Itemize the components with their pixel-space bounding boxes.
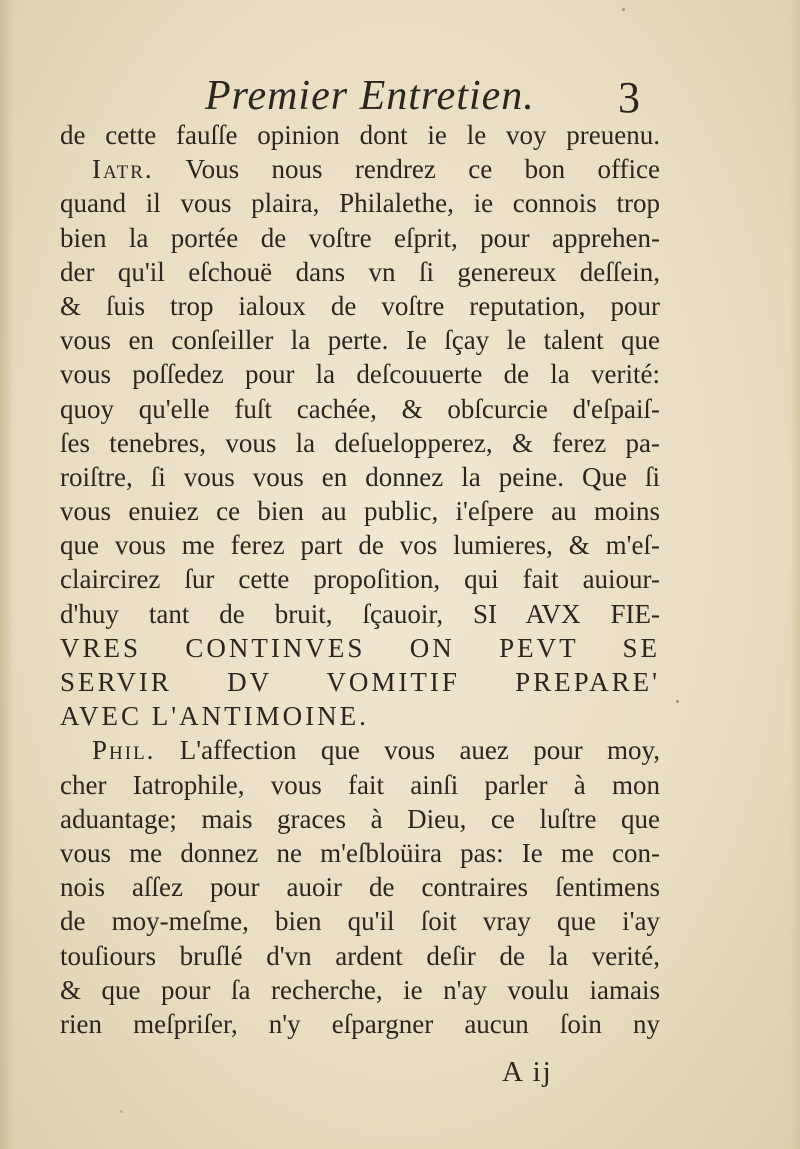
paper-speck <box>676 700 679 703</box>
text-line: & ſuis trop ialoux de voſtre reputation, pour <box>60 290 660 321</box>
text-line: d'huy tant de bruit, ſçauoir, SI AVX FIE- <box>60 598 660 629</box>
text-line: AVEC L'ANTIMOINE. <box>60 701 369 732</box>
text-line: Phil. L'affection que vous auez pour moy, <box>92 735 660 766</box>
text-line: ſes tenebres, vous la deſuelopperez, & ferez pa- <box>60 427 660 458</box>
text-line: der qu'il eſchouë dans vn ſi genereux deſſein, <box>60 256 660 287</box>
text-line: VRES CONTINVES ON PEVT SE <box>60 632 660 663</box>
text-line: quoy qu'elle fuſt cachée, & obſcurcie d'eſpaiſ- <box>60 393 660 424</box>
text-line: vous poſſedez pour la deſcouuerte de la verité: <box>60 359 660 390</box>
text-line: roiſtre, ſi vous vous en donnez la peine. Que ſi <box>60 461 660 492</box>
signature-mark: A ij <box>502 1056 553 1088</box>
text-line: vous enuiez ce bien au public, i'eſpere au moins <box>60 496 660 527</box>
speaker-name: Iatr. <box>92 154 154 185</box>
text-line: SERVIR DV VOMITIF PREPARE' <box>60 667 660 697</box>
text-line: vous me donnez ne m'eſbloüira pas: Ie me con- <box>60 837 660 868</box>
running-title: Premier Entretien. <box>205 73 535 119</box>
text-line: cher Iatrophile, vous fait ainſi parler à mon <box>60 769 660 800</box>
text-line: & que pour ſa recherche, ie n'ay voulu iamais <box>60 974 660 1005</box>
text-line: bien la portée de voſtre eſprit, pour apprehen- <box>60 222 660 253</box>
page-number: 3 <box>618 73 640 122</box>
paper-speck <box>622 8 625 11</box>
speaker-name: Phil. <box>92 735 156 766</box>
text-line: de cette fauſſe opinion dont ie le voy preuenu. <box>60 120 660 150</box>
text-line: claircirez ſur cette propoſition, qui fait auiour- <box>60 564 660 595</box>
page-header <box>0 66 800 126</box>
text-line: aduantage; mais graces à Dieu, ce luſtre que <box>60 803 660 834</box>
body-text <box>60 118 660 1041</box>
text-line: nois aſſez pour auoir de contraires ſentimens <box>60 872 660 903</box>
text-line: touſiours bruſlé d'vn ardent deſir de la verité, <box>60 940 660 971</box>
text-line: Iatr. Vous nous rendrez ce bon office <box>92 154 660 185</box>
text-line: vous en conſeiller la perte. Ie ſçay le talent que <box>60 325 660 356</box>
text-line: rien meſpriſer, n'y eſpargner aucun ſoin ny <box>60 1008 660 1039</box>
text-line: de moy-meſme, bien qu'il ſoit vray que i'ay <box>60 906 660 937</box>
text-line: quand il vous plaira, Philalethe, ie connois trop <box>60 188 660 219</box>
text-line: que vous me ferez part de vos lumieres, & m'eſ- <box>60 530 660 561</box>
paper-speck <box>120 1110 123 1113</box>
